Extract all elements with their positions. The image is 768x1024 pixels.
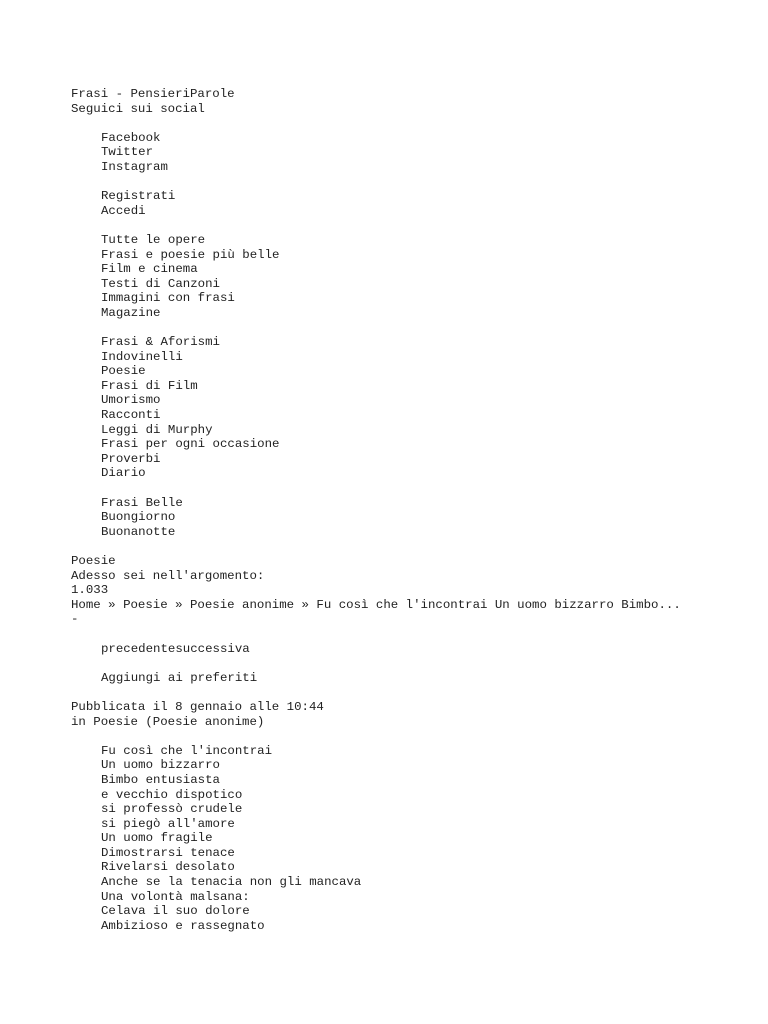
poem-line: e vecchio dispotico <box>101 787 243 802</box>
breadcrumb-current: Fu così che l'incontrai Un uomo bizzarro Bimbo... <box>316 597 681 612</box>
category-item-aforismi[interactable]: Frasi & Aforismi <box>101 335 220 350</box>
category-item-diario[interactable]: Diario <box>101 466 146 481</box>
account-links <box>71 189 751 218</box>
poem-line: Anche se la tenacia non gli mancava <box>101 875 362 890</box>
register-link[interactable]: Registrati <box>101 189 176 204</box>
breadcrumb-separator: » <box>167 597 190 612</box>
spacer <box>71 175 751 190</box>
breadcrumb-separator: » <box>100 597 124 612</box>
nav-item-images[interactable]: Immagini con frasi <box>101 291 235 306</box>
topic-count: 1.033 <box>71 583 109 598</box>
category-item-frasi-film[interactable]: Frasi di Film <box>101 378 198 393</box>
site-title-link[interactable]: Frasi - PensieriParole <box>71 87 235 101</box>
pager <box>71 642 751 657</box>
facebook-link[interactable]: Facebook <box>101 130 161 145</box>
spacer <box>71 729 751 744</box>
breadcrumb-poesie[interactable]: Poesie <box>123 597 168 612</box>
breadcrumb-home[interactable]: Home <box>71 597 101 612</box>
poem-line: Bimbo entusiasta <box>101 772 220 787</box>
category-item-murphy[interactable]: Leggi di Murphy <box>101 422 213 437</box>
extra-item-buonanotte[interactable]: Buonanotte <box>101 524 176 539</box>
topic-name: Poesie <box>71 554 116 568</box>
poem-line: Una volontà malsana: <box>101 889 250 904</box>
breadcrumb-separator: » <box>294 597 317 612</box>
poem-line: Ambizioso e rassegnato <box>101 918 265 933</box>
spacer <box>71 627 751 642</box>
category-item-racconti[interactable]: Racconti <box>101 408 161 423</box>
poem-line: Rivelarsi desolato <box>101 860 235 875</box>
spacer <box>71 218 751 233</box>
category-item-proverbi[interactable]: Proverbi <box>101 451 161 466</box>
category-item-indovinelli[interactable]: Indovinelli <box>101 349 183 364</box>
extra-item-frasi-belle[interactable]: Frasi Belle <box>101 495 183 510</box>
poem-line: Dimostrarsi tenace <box>101 845 235 860</box>
category-item-occasioni[interactable]: Frasi per ogni occasione <box>101 437 280 452</box>
topic-label: Adesso sei nell'argomento: <box>71 568 265 583</box>
poem-line: Celava il suo dolore <box>101 904 250 919</box>
instagram-link[interactable]: Instagram <box>101 159 168 174</box>
spacer <box>71 481 751 496</box>
published-date: Pubblicata il 8 gennaio alle 10:44 <box>71 699 324 714</box>
add-favorites-button[interactable]: Aggiungi ai preferiti <box>101 670 258 685</box>
breadcrumb-trailing: - <box>71 612 79 627</box>
category-item-umorismo[interactable]: Umorismo <box>101 393 161 408</box>
category-item-poesie[interactable]: Poesie <box>101 364 146 379</box>
extra-item-buongiorno[interactable]: Buongiorno <box>101 510 176 525</box>
poem-line: Fu così che l'incontrai <box>101 743 273 758</box>
nav-item-all-works[interactable]: Tutte le opere <box>101 232 206 247</box>
previous-link[interactable]: precedente <box>101 641 176 656</box>
post-category: in Poesie (Poesie anonime) <box>71 714 265 729</box>
poem-line: si piegò all'amore <box>101 816 235 831</box>
spacer <box>71 685 751 700</box>
page-content <box>71 87 751 933</box>
breadcrumb <box>71 598 751 613</box>
main-nav <box>71 233 751 321</box>
follow-label: Seguici sui social <box>71 101 205 116</box>
poem-line: Un uomo bizzarro <box>101 758 220 773</box>
nav-item-magazine[interactable]: Magazine <box>101 305 161 320</box>
breadcrumb-poesie-anonime[interactable]: Poesie anonime <box>190 597 295 612</box>
poem-text <box>71 744 751 934</box>
social-links <box>71 131 751 175</box>
spacer <box>71 656 751 671</box>
poem-line: Un uomo fragile <box>101 831 213 846</box>
login-link[interactable]: Accedi <box>101 203 146 218</box>
nav-item-film[interactable]: Film e cinema <box>101 262 198 277</box>
next-link[interactable]: successiva <box>175 641 250 656</box>
nav-item-best-quotes[interactable]: Frasi e poesie più belle <box>101 247 280 262</box>
nav-item-lyrics[interactable]: Testi di Canzoni <box>101 276 220 291</box>
spacer <box>71 116 751 131</box>
category-nav <box>71 335 751 481</box>
twitter-link[interactable]: Twitter <box>101 145 154 160</box>
poem-line: si professò crudele <box>101 802 243 817</box>
spacer <box>71 539 751 554</box>
spacer <box>71 321 751 336</box>
extra-nav <box>71 496 751 540</box>
